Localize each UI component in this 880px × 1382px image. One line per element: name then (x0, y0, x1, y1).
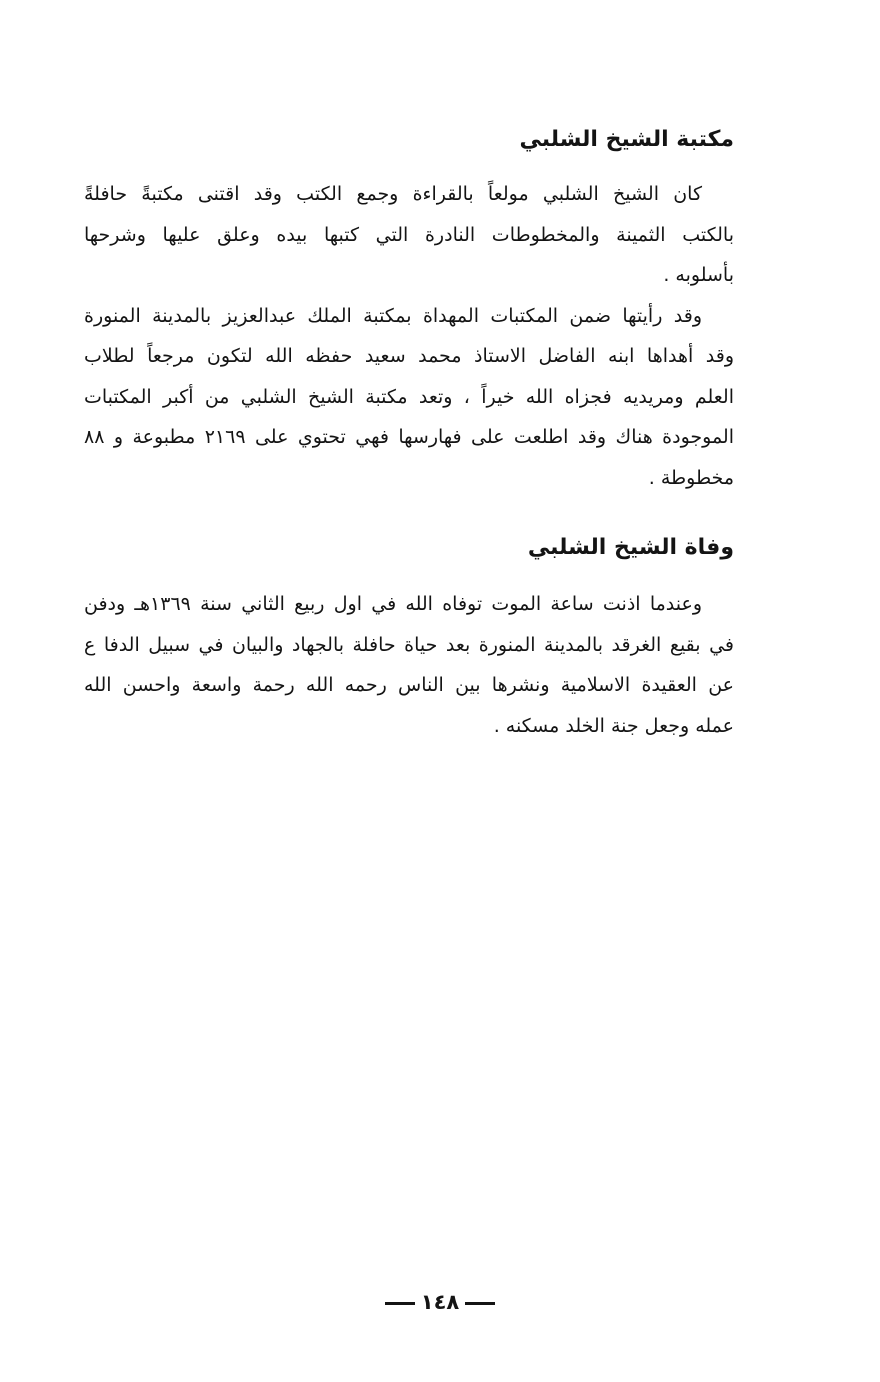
text-line: مخطوطة . (648, 466, 734, 489)
paragraph-death (84, 584, 734, 746)
page-footer (0, 1290, 880, 1314)
text-line: الموجودة هناك وقد اطلعت على فهارسها فهي تحتوي على ٢١٦٩ مطبوعة و ٨٨ (84, 426, 734, 448)
text-line: بأسلوبه . (663, 264, 734, 286)
text-line: العلم ومريديه فجزاه الله خيراً ، وتعد مكتبة الشيخ الشلبي من أكبر المكتبات (84, 385, 734, 408)
text-line: كان الشيخ الشلبي مولعاً بالقراءة وجمع الكتب وقد اقتنى مكتبةً حافلةً (84, 183, 702, 205)
heading-shalabi-death: وفاة الشيخ الشلبي (527, 535, 734, 560)
text-line: وقد رأيتها ضمن المكتبات المهداة بمكتبة الملك عبدالعزيز بالمدينة المنورة (84, 304, 702, 327)
heading-shalabi-library: مكتبة الشيخ الشلبي (519, 127, 734, 152)
paragraph-library-intro (84, 174, 734, 296)
footer-dash-left (385, 1302, 415, 1305)
text-line: وقد أهداها ابنه الفاضل الاستاذ محمد سعيد حفظه الله لتكون مرجعاً لطلاب (84, 345, 734, 367)
text-line: عمله وجعل جنة الخلد مسكنه . (493, 714, 734, 737)
text-line: عن العقيدة الاسلامية ونشرها بين الناس رحمه الله رحمة واسعة واحسن الله (84, 674, 734, 696)
text-line: وعندما اذنت ساعة الموت توفاه الله في اول ربيع الثاني سنة ١٣٦٩هـ ودفن (84, 593, 703, 615)
footer-dash-right (465, 1302, 495, 1305)
paragraph-library-location (84, 296, 734, 499)
text-line: بالكتب الثمينة والمخطوطات النادرة التي كتبها بيده وعلق عليها وشرحها (84, 223, 734, 246)
text-line: في بقيع الغرقد بالمدينة المنورة بعد حياة حافلة بالجهاد والبيان في سبيل الدفا ع (84, 633, 734, 656)
page-number: ١٤٨ (420, 1290, 460, 1314)
page-content (84, 118, 734, 746)
